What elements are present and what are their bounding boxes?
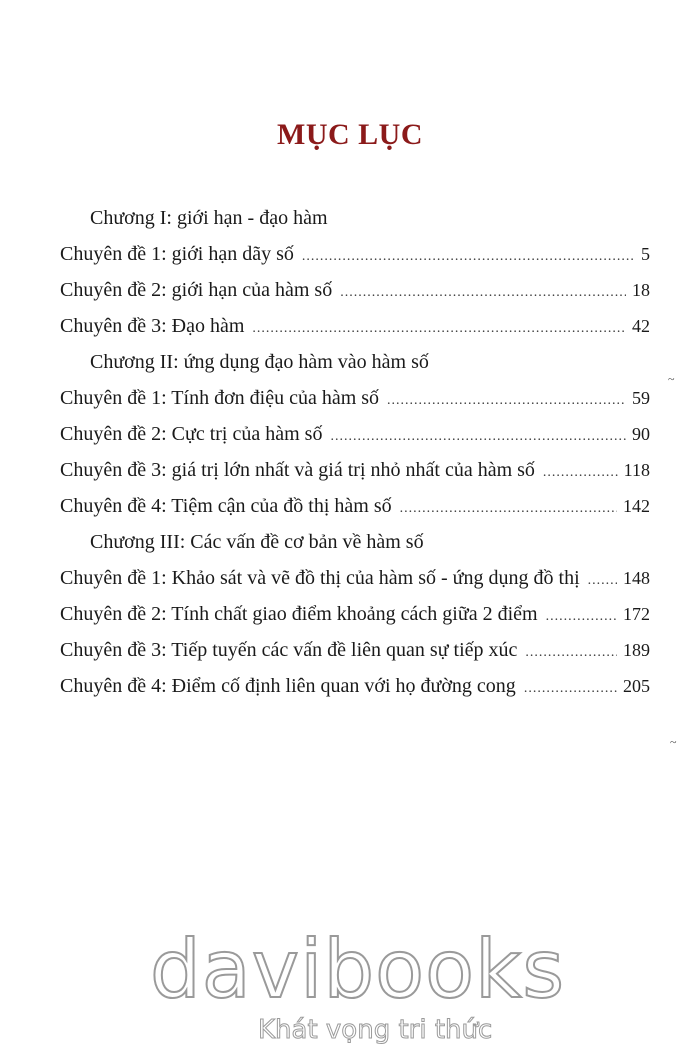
- scan-speck: ~: [670, 735, 677, 749]
- dot-leader: [387, 383, 626, 419]
- toc-entry-page: 189: [623, 640, 650, 660]
- toc-entry-page: 90: [632, 424, 650, 444]
- toc-entry[interactable]: [60, 308, 650, 344]
- toc-entry[interactable]: [60, 236, 650, 272]
- page-title: MỤC LỤC: [277, 118, 423, 151]
- watermark-tagline: Khát vọng tri thức: [258, 1015, 493, 1045]
- toc-entry-page: 118: [623, 460, 650, 480]
- toc-entry-page: 18: [632, 280, 650, 300]
- toc-entry-page: 142: [623, 496, 650, 516]
- toc-entry-page: 5: [641, 244, 650, 264]
- toc-entry-label: Chuyên đề 2: giới hạn của hàm số: [60, 279, 333, 301]
- toc-entry-label: Chuyên đề 3: giá trị lớn nhất và giá trị nhỏ nhất của hàm số: [60, 459, 535, 481]
- toc-entry-label: Chuyên đề 3: Tiếp tuyến các vấn đề liên quan sự tiếp xúc: [60, 639, 518, 661]
- toc-entry-label: Chuyên đề 2: Cực trị của hàm số: [60, 423, 323, 445]
- toc-entry-label: Chuyên đề 4: Điểm cố định liên quan với họ đường cong: [60, 675, 516, 697]
- chapter-heading-2: Chương II: ứng dụng đạo hàm vào hàm số: [90, 351, 429, 373]
- toc-entry-label: Chuyên đề 4: Tiệm cận của đồ thị hàm số: [60, 495, 392, 517]
- toc-entry-page: 59: [632, 388, 650, 408]
- toc-entry-label: Chuyên đề 1: Khảo sát và vẽ đồ thị của hàm số - ứng dụng đồ thị: [60, 567, 580, 589]
- dot-leader: [302, 239, 635, 275]
- toc-entry-label: Chuyên đề 2: Tính chất giao điểm khoảng cách giữa 2 điểm: [60, 603, 538, 625]
- toc-entry[interactable]: [60, 452, 650, 488]
- toc-entry-page: 148: [623, 568, 650, 588]
- dot-leader: [543, 455, 618, 491]
- toc-entry-page: 42: [632, 316, 650, 336]
- toc-entry-label: Chuyên đề 1: giới hạn dãy số: [60, 243, 294, 265]
- dot-leader: [546, 599, 617, 635]
- toc-entry[interactable]: [60, 560, 650, 596]
- toc-entry[interactable]: [60, 668, 650, 704]
- dot-leader: [330, 419, 626, 455]
- toc-entry[interactable]: [60, 632, 650, 668]
- chapter-heading-3: Chương III: Các vấn đề cơ bản về hàm số: [90, 531, 424, 553]
- toc-entry[interactable]: [60, 380, 650, 416]
- toc-entry-label: Chuyên đề 1: Tính đơn điệu của hàm số: [60, 387, 380, 409]
- chapter-heading-1: Chương I: giới hạn - đạo hàm: [90, 207, 328, 229]
- toc-entry-page: 172: [623, 604, 650, 624]
- table-of-contents: [60, 200, 650, 704]
- toc-entry[interactable]: [60, 416, 650, 452]
- scan-speck: ~: [668, 372, 675, 386]
- dot-leader: [524, 671, 617, 707]
- toc-entry-label: Chuyên đề 3: Đạo hàm: [60, 315, 245, 337]
- dot-leader: [400, 491, 617, 527]
- dot-leader: [588, 563, 617, 599]
- dot-leader: [525, 635, 617, 671]
- dot-leader: [340, 275, 626, 311]
- toc-entry[interactable]: [60, 272, 650, 308]
- toc-entry-page: 205: [623, 676, 650, 696]
- dot-leader: [252, 311, 626, 347]
- toc-entry[interactable]: [60, 596, 650, 632]
- toc-entry[interactable]: [60, 488, 650, 524]
- watermark-logo: [150, 923, 566, 1045]
- watermark-brand: davibooks: [150, 923, 566, 1016]
